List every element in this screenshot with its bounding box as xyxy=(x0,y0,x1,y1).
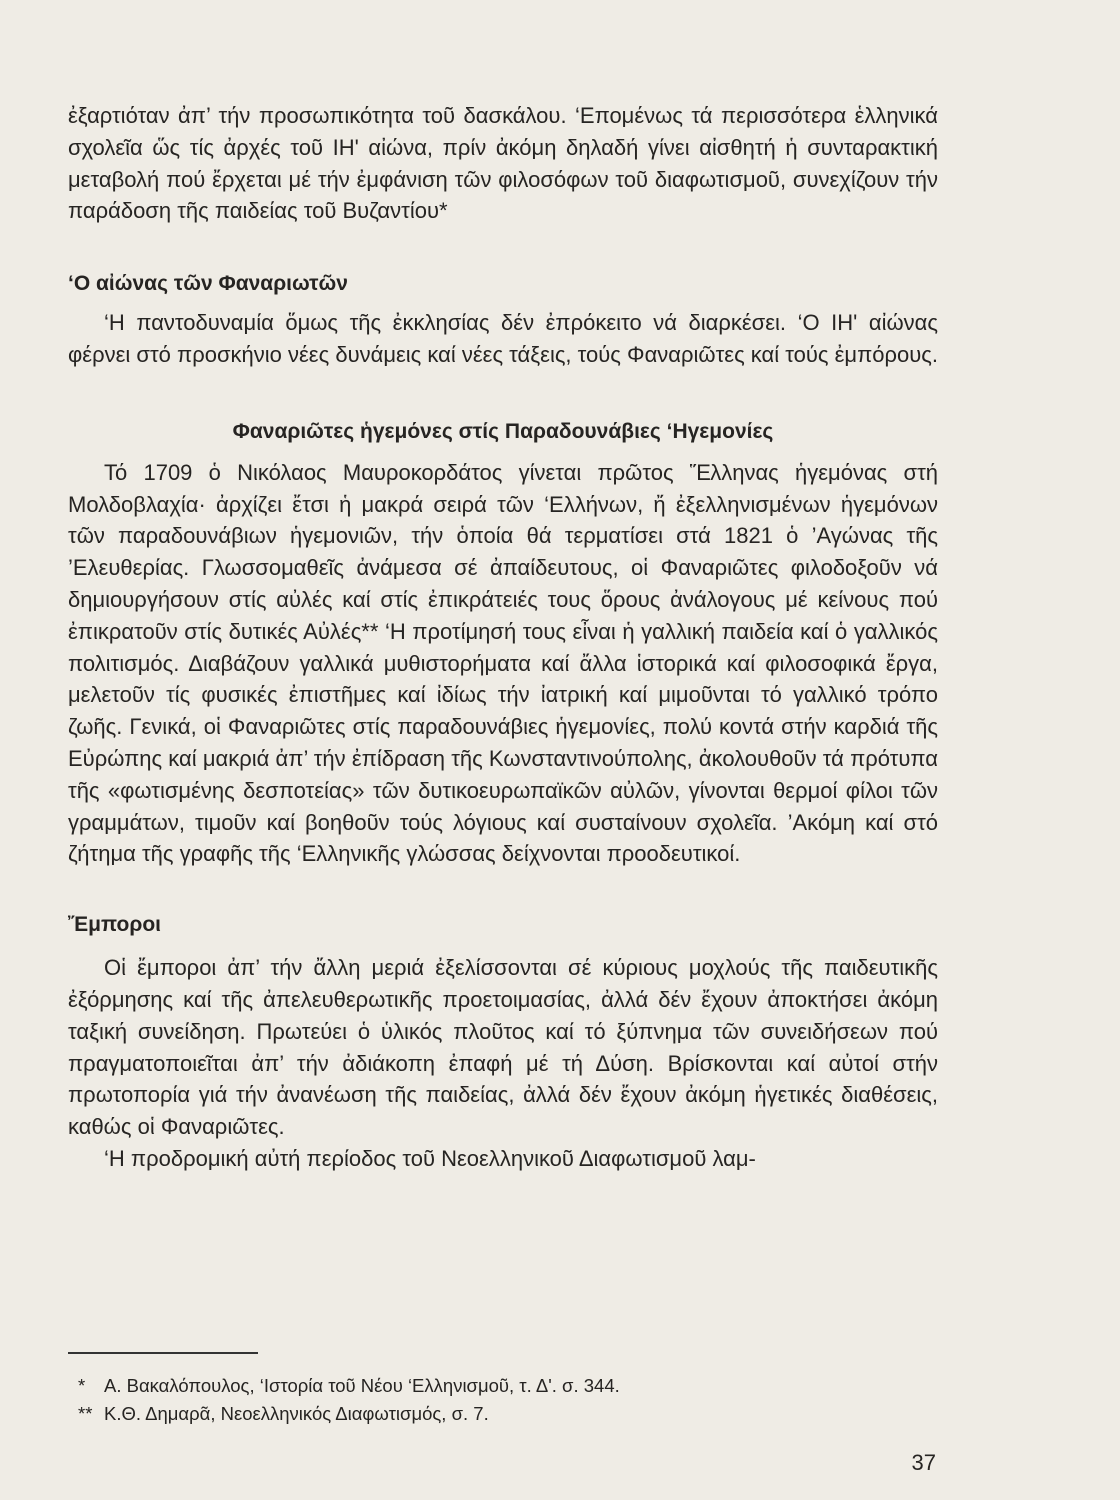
paragraph-phanariot-rulers: Τό 1709 ὁ Νικόλαος Μαυροκορδάτος γίνεται πρῶτος Ἕλληνας ἡγεμόνας στή Μολδοβλαχία· ἀρχίζει ἔτσι ἡ μακρά σειρά τῶν ‘Ελλήνων, ἤ ἐξελληνισμένων ἡγεμόνων τῶν παραδουνάβιων ἡγεμονιῶν, τήν ὁποία θά τερματίσει στά 1821 ὁ ’Αγώνας τῆς ’Ελευθερίας. Γλωσσομαθεῖς ἀνάμεσα σέ ἀπαίδευτους, οἱ Φαναριῶτες φιλοδοξοῦν νά δημιουργήσουν στίς αὐλές καί στίς ἐπικράτειές τους ὅρους ἀνάλογους μέ κείνους πού ἐπικρατοῦν στίς δυτικές Αὐλές** ‘Η προτίμησή τους εἶναι ἡ γαλλική παιδεία καί ὁ γαλλικός πολιτισμός. Διαβάζουν γαλλικά μυθιστορήματα καί ἄλλα ἱστορικά καί φιλοσοφικά ἔργα, μελετοῦν τίς φυσικές ἐπιστῆμες καί ἰδίως τήν ἰατρική καί μιμοῦνται τό γαλλικό τρόπο ζωῆς. Γενικά, οἱ Φαναριῶτες στίς παραδουνάβιες ἡγεμονίες, πολύ κοντά στήν καρδιά τῆς Εὐρώπης καί μακριά ἀπ’ τήν ἐπίδραση τῆς Κωνσταντινούπολης, ἀκολουθοῦν τά πρότυπα τῆς «φωτισμένης δεσποτείας» τῶν δυτικοευρωπαϊκῶν αὐλῶν, γίνονται θερμοί φίλοι τῶν γραμμάτων, τιμοῦν καί βοηθοῦν τούς λόγιους καί συσταίνουν σχολεῖα. ’Ακόμη καί στό ζήτημα τῆς γραφῆς τῆς ‘Ελληνικῆς γλώσσας δείχνονται προοδευτικοί. xyxy=(68,459,938,867)
footnote-text: Α. Βακαλόπουλος, ‘Ιστορία τοῦ Νέου ‘Ελληνισμοῦ, τ. Δ'. σ. 344. xyxy=(104,1375,620,1396)
footnote-2 xyxy=(78,1400,620,1428)
footnote-text: Κ.Θ. Δημαρᾶ, Νεοελληνικός Διαφωτισμός, σ. 7. xyxy=(104,1403,489,1424)
footnote-mark: * xyxy=(78,1375,86,1396)
page-number: 37 xyxy=(911,1450,936,1475)
footnote-divider xyxy=(68,1352,258,1354)
paragraph-intro: ἐξαρτιόταν ἀπ’ τήν προσωπικότητα τοῦ δασκάλου. ‘Επομένως τά περισσότερα ἑλληνικά σχολεῖα ὥς τίς ἀρχές τοῦ ΙΗ' αἰώνα, πρίν ἀκόμη δηλαδή γίνει αἰσθητή ἡ συνταρακτική μεταβολή πού ἔρχεται μέ τήν ἐμφάνιση τῶν φιλοσόφων τοῦ διαφωτισμοῦ, συνεχίζουν τήν παράδοση τῆς παιδείας τοῦ Βυζαντίου* xyxy=(68,103,938,224)
paragraph-church-power: ‘Η παντοδυναμία ὅμως τῆς ἐκκλησίας δέν ἐπρόκειτο νά διαρκέσει. ‘Ο ΙΗ' αἰώνας φέρνει στό προσκήνιο νέες δυνάμεις καί νέες τάξεις, τούς Φαναριῶτες καί τούς ἐμπόρους. xyxy=(68,310,938,367)
page-body xyxy=(68,100,938,1175)
section-heading-phanariot-century: ‘Ο αἰώνας τῶν Φαναριωτῶν xyxy=(68,272,348,296)
section-heading-phanariot-rulers: Φαναριῶτες ἡγεμόνες στίς Παραδουνάβιες ‘Ηγεμονίες xyxy=(232,419,774,443)
footnotes xyxy=(78,1372,620,1428)
paragraph-enlightenment: ‘Η προδρομική αὐτή περίοδος τοῦ Νεοελληνικοῦ Διαφωτισμοῦ λαμ- xyxy=(104,1145,756,1171)
section-heading-merchants: Ἔμποροι xyxy=(68,913,161,937)
footnote-mark: ** xyxy=(78,1403,93,1424)
footnote-1 xyxy=(78,1372,620,1400)
paragraph-merchants: Οἱ ἔμποροι ἀπ’ τήν ἄλλη μεριά ἐξελίσσονται σέ κύριους μοχλούς τῆς παιδευτικῆς ἐξόρμησης καί τῆς ἀπελευθερωτικῆς προετοιμασίας, ἀλλά δέν ἔχουν ἀποκτήσει ἀκόμη ταξική συνείδηση. Πρωτεύει ὁ ὑλικός πλοῦτος καί τό ξύπνημα τῶν συνειδήσεων πού πραγματοποιεῖται ἀπ’ τήν ἀδιάκοπη ἐπαφή μέ τή Δύση. Βρίσκονται καί αὐτοί στήν πρωτοπορία γιά τήν ἀνανέωση τῆς παιδείας, ἀλλά δέν ἔχουν ἀκόμη ἡγετικές διαθέσεις, καθώς οἱ Φαναριῶτες. xyxy=(68,955,938,1140)
